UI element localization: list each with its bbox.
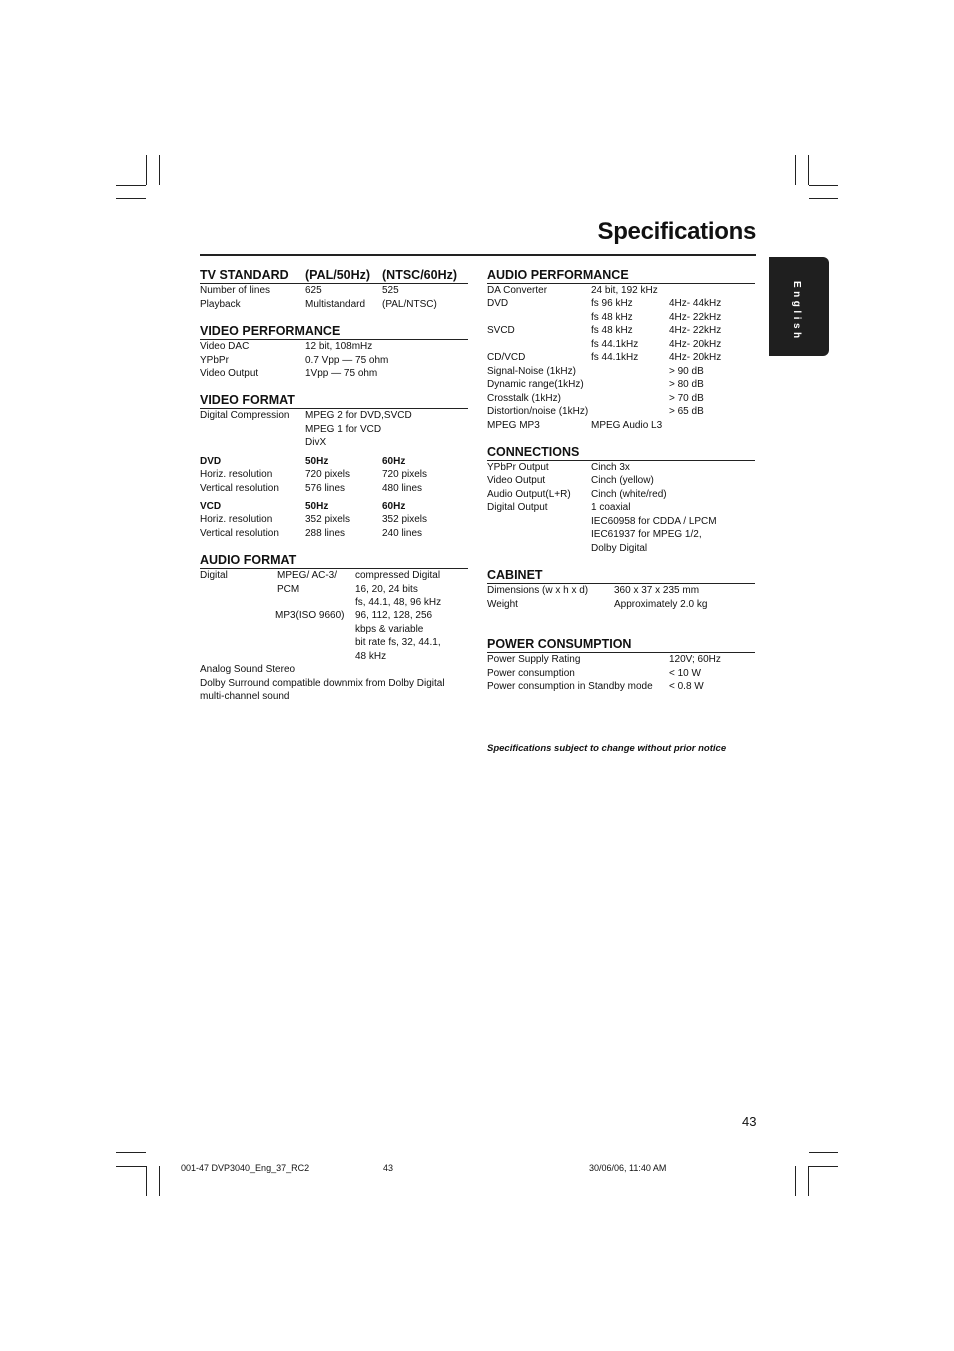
page-title: Specifications <box>597 218 756 245</box>
crop-mark <box>159 155 160 185</box>
video-performance-section <box>200 324 468 340</box>
table-cell: 60Hz <box>382 456 406 467</box>
table-cell: 50Hz <box>305 456 329 467</box>
table-cell: Power consumption in Standby mode <box>487 681 653 692</box>
table-cell: 576 lines <box>305 483 346 494</box>
table-cell: CD/VCD <box>487 352 526 363</box>
table-cell: 120V; 60Hz <box>669 654 721 665</box>
table-cell: (PAL/NTSC) <box>382 299 437 310</box>
table-cell: Video Output <box>487 475 546 486</box>
audio-performance-section <box>487 268 755 284</box>
section-title: AUDIO PERFORMANCE <box>487 268 755 284</box>
table-cell: Power Supply Rating <box>487 654 581 665</box>
cabinet-section <box>487 568 755 584</box>
table-cell: Vertical resolution <box>200 483 279 494</box>
table-cell: Dolby Surround compatible downmix from Dolby Digital <box>200 678 445 689</box>
table-cell: 360 x 37 x 235 mm <box>614 585 700 596</box>
table-cell: DivX <box>305 437 327 448</box>
table-cell: fs 48 kHz <box>591 312 633 323</box>
table-cell: 4Hz- 20kHz <box>669 339 722 350</box>
table-cell: SVCD <box>487 325 515 336</box>
table-cell: Digital <box>200 570 228 581</box>
table-cell: compressed Digital <box>355 570 441 581</box>
table-cell: 4Hz- 20kHz <box>669 352 722 363</box>
table-cell: fs 96 kHz <box>591 298 633 309</box>
table-cell: 352 pixels <box>305 514 351 525</box>
section-title: CABINET <box>487 568 755 584</box>
tv-standard-pal-heading: (PAL/50Hz) <box>305 268 371 282</box>
table-cell: MPEG 1 for VCD <box>305 424 382 435</box>
table-cell: Dynamic range(1kHz) <box>487 379 584 390</box>
table-cell: multi-channel sound <box>200 691 290 702</box>
table-cell: Analog Sound Stereo <box>200 664 296 675</box>
table-cell: 4Hz- 22kHz <box>669 325 722 336</box>
table-cell: > 80 dB <box>669 379 704 390</box>
tv-standard-ntsc-heading: (NTSC/60Hz) <box>382 268 458 282</box>
table-cell: fs, 44.1, 48, 96 kHz <box>355 597 442 608</box>
table-cell: Distortion/noise (1kHz) <box>487 406 589 417</box>
section-title: AUDIO FORMAT <box>200 553 468 569</box>
change-notice: Specifications subject to change without prior notice <box>487 743 727 754</box>
table-cell: VCD <box>200 501 222 512</box>
section-title: VIDEO FORMAT <box>200 393 468 409</box>
table-cell: fs 44.1kHz <box>591 339 639 350</box>
table-cell: IEC61937 for MPEG 1/2, <box>591 529 702 540</box>
table-cell: 60Hz <box>382 501 406 512</box>
table-cell: Cinch (yellow) <box>591 475 654 486</box>
table-cell: 720 pixels <box>305 469 351 480</box>
table-cell: Audio Output(L+R) <box>487 489 571 500</box>
table-cell: Digital Output <box>487 502 548 513</box>
table-cell: Video Output <box>200 368 259 379</box>
section-title: CONNECTIONS <box>487 445 755 461</box>
table-cell: IEC60958 for CDDA / LPCM <box>591 516 717 527</box>
table-cell: 4Hz- 22kHz <box>669 312 722 323</box>
table-cell: Video DAC <box>200 341 250 352</box>
footer-page: 43 <box>383 1163 394 1173</box>
table-cell: 525 <box>382 285 399 296</box>
table-cell: MPEG Audio L3 <box>591 420 663 431</box>
table-cell: 1Vpp — 75 ohm <box>305 368 378 379</box>
table-cell: < 0.8 W <box>669 681 704 692</box>
table-cell: 24 bit, 192 kHz <box>591 285 658 296</box>
table-cell: 12 bit, 108mHz <box>305 341 373 352</box>
power-consumption-section <box>487 637 755 653</box>
table-cell: Horiz. resolution <box>200 469 273 480</box>
page-number: 43 <box>742 1114 757 1129</box>
table-cell: > 65 dB <box>669 406 704 417</box>
table-cell: DVD <box>487 298 509 309</box>
table-cell: Crosstalk (1kHz) <box>487 393 561 404</box>
table-cell: Power consumption <box>487 668 575 679</box>
table-cell: 1 coaxial <box>591 502 631 513</box>
footer-date: 30/06/06, 11:40 AM <box>589 1163 667 1173</box>
section-title: VIDEO PERFORMANCE <box>200 324 468 340</box>
table-cell: 4Hz- 44kHz <box>669 298 722 309</box>
table-cell: Number of lines <box>200 285 271 296</box>
crop-mark <box>809 198 838 199</box>
table-cell: 288 lines <box>305 528 346 539</box>
table-cell: > 70 dB <box>669 393 704 404</box>
table-cell: MPEG/ AC-3/ <box>277 570 338 581</box>
section-title: POWER CONSUMPTION <box>487 637 755 653</box>
table-cell: fs 48 kHz <box>591 325 633 336</box>
table-cell: MPEG 2 for DVD,SVCD <box>305 410 412 421</box>
table-cell: Vertical resolution <box>200 528 279 539</box>
crop-mark <box>146 155 147 185</box>
video-format-section <box>200 393 468 409</box>
crop-mark <box>808 1166 809 1196</box>
crop-mark <box>795 1166 796 1196</box>
table-cell: 96, 112, 128, 256 <box>355 610 433 621</box>
crop-mark <box>809 185 838 186</box>
crop-mark <box>116 198 146 199</box>
table-cell: DA Converter <box>487 285 548 296</box>
table-cell: Playback <box>200 299 241 310</box>
audio-format-section <box>200 553 468 569</box>
crop-mark <box>159 1166 160 1196</box>
crop-mark <box>809 1166 838 1167</box>
connections-section <box>487 445 755 461</box>
table-cell: 50Hz <box>305 501 329 512</box>
table-cell: Multistandard <box>305 299 366 310</box>
section-title <box>200 268 468 284</box>
table-cell: > 90 dB <box>669 366 704 377</box>
crop-mark <box>809 1152 838 1153</box>
language-tab <box>769 257 829 356</box>
crop-mark <box>116 1166 146 1167</box>
table-cell: MP3(ISO 9660) <box>275 610 345 621</box>
title-rule <box>200 254 756 256</box>
table-cell: < 10 W <box>669 668 701 679</box>
table-cell: PCM <box>277 584 300 595</box>
table-cell: Cinch 3x <box>591 462 630 473</box>
table-cell: YPbPr Output <box>487 462 549 473</box>
crop-mark <box>808 155 809 185</box>
table-cell: 720 pixels <box>382 469 428 480</box>
table-cell: Horiz. resolution <box>200 514 273 525</box>
table-cell: YPbPr <box>200 355 229 366</box>
table-cell: 48 kHz <box>355 651 387 662</box>
table-cell: Digital Compression <box>200 410 290 421</box>
table-cell: kbps & variable <box>355 624 424 635</box>
table-cell: MPEG MP3 <box>487 420 540 431</box>
table-cell: 480 lines <box>382 483 423 494</box>
table-cell: 352 pixels <box>382 514 428 525</box>
table-cell: 16, 20, 24 bits <box>355 584 418 595</box>
tv-standard-section <box>200 268 468 284</box>
table-cell: fs 44.1kHz <box>591 352 639 363</box>
language-tab-label: English <box>791 281 802 342</box>
table-cell: Cinch (white/red) <box>591 489 667 500</box>
table-cell: Dimensions (w x h x d) <box>487 585 589 596</box>
table-cell: 625 <box>305 285 322 296</box>
table-cell: bit rate fs, 32, 44.1, <box>355 637 441 648</box>
table-cell: DVD <box>200 456 222 467</box>
crop-mark <box>146 1166 147 1196</box>
crop-mark <box>116 185 146 186</box>
crop-mark <box>116 1152 146 1153</box>
table-cell: 240 lines <box>382 528 423 539</box>
table-cell: 0.7 Vpp — 75 ohm <box>305 355 389 366</box>
tv-standard-title: TV STANDARD <box>200 268 289 282</box>
table-cell: Signal-Noise (1kHz) <box>487 366 576 377</box>
crop-mark <box>795 155 796 185</box>
footer-file: 001-47 DVP3040_Eng_37_RC2 <box>181 1163 310 1173</box>
table-cell: Approximately 2.0 kg <box>614 599 708 610</box>
table-cell: Dolby Digital <box>591 543 648 554</box>
table-cell: Weight <box>487 599 518 610</box>
